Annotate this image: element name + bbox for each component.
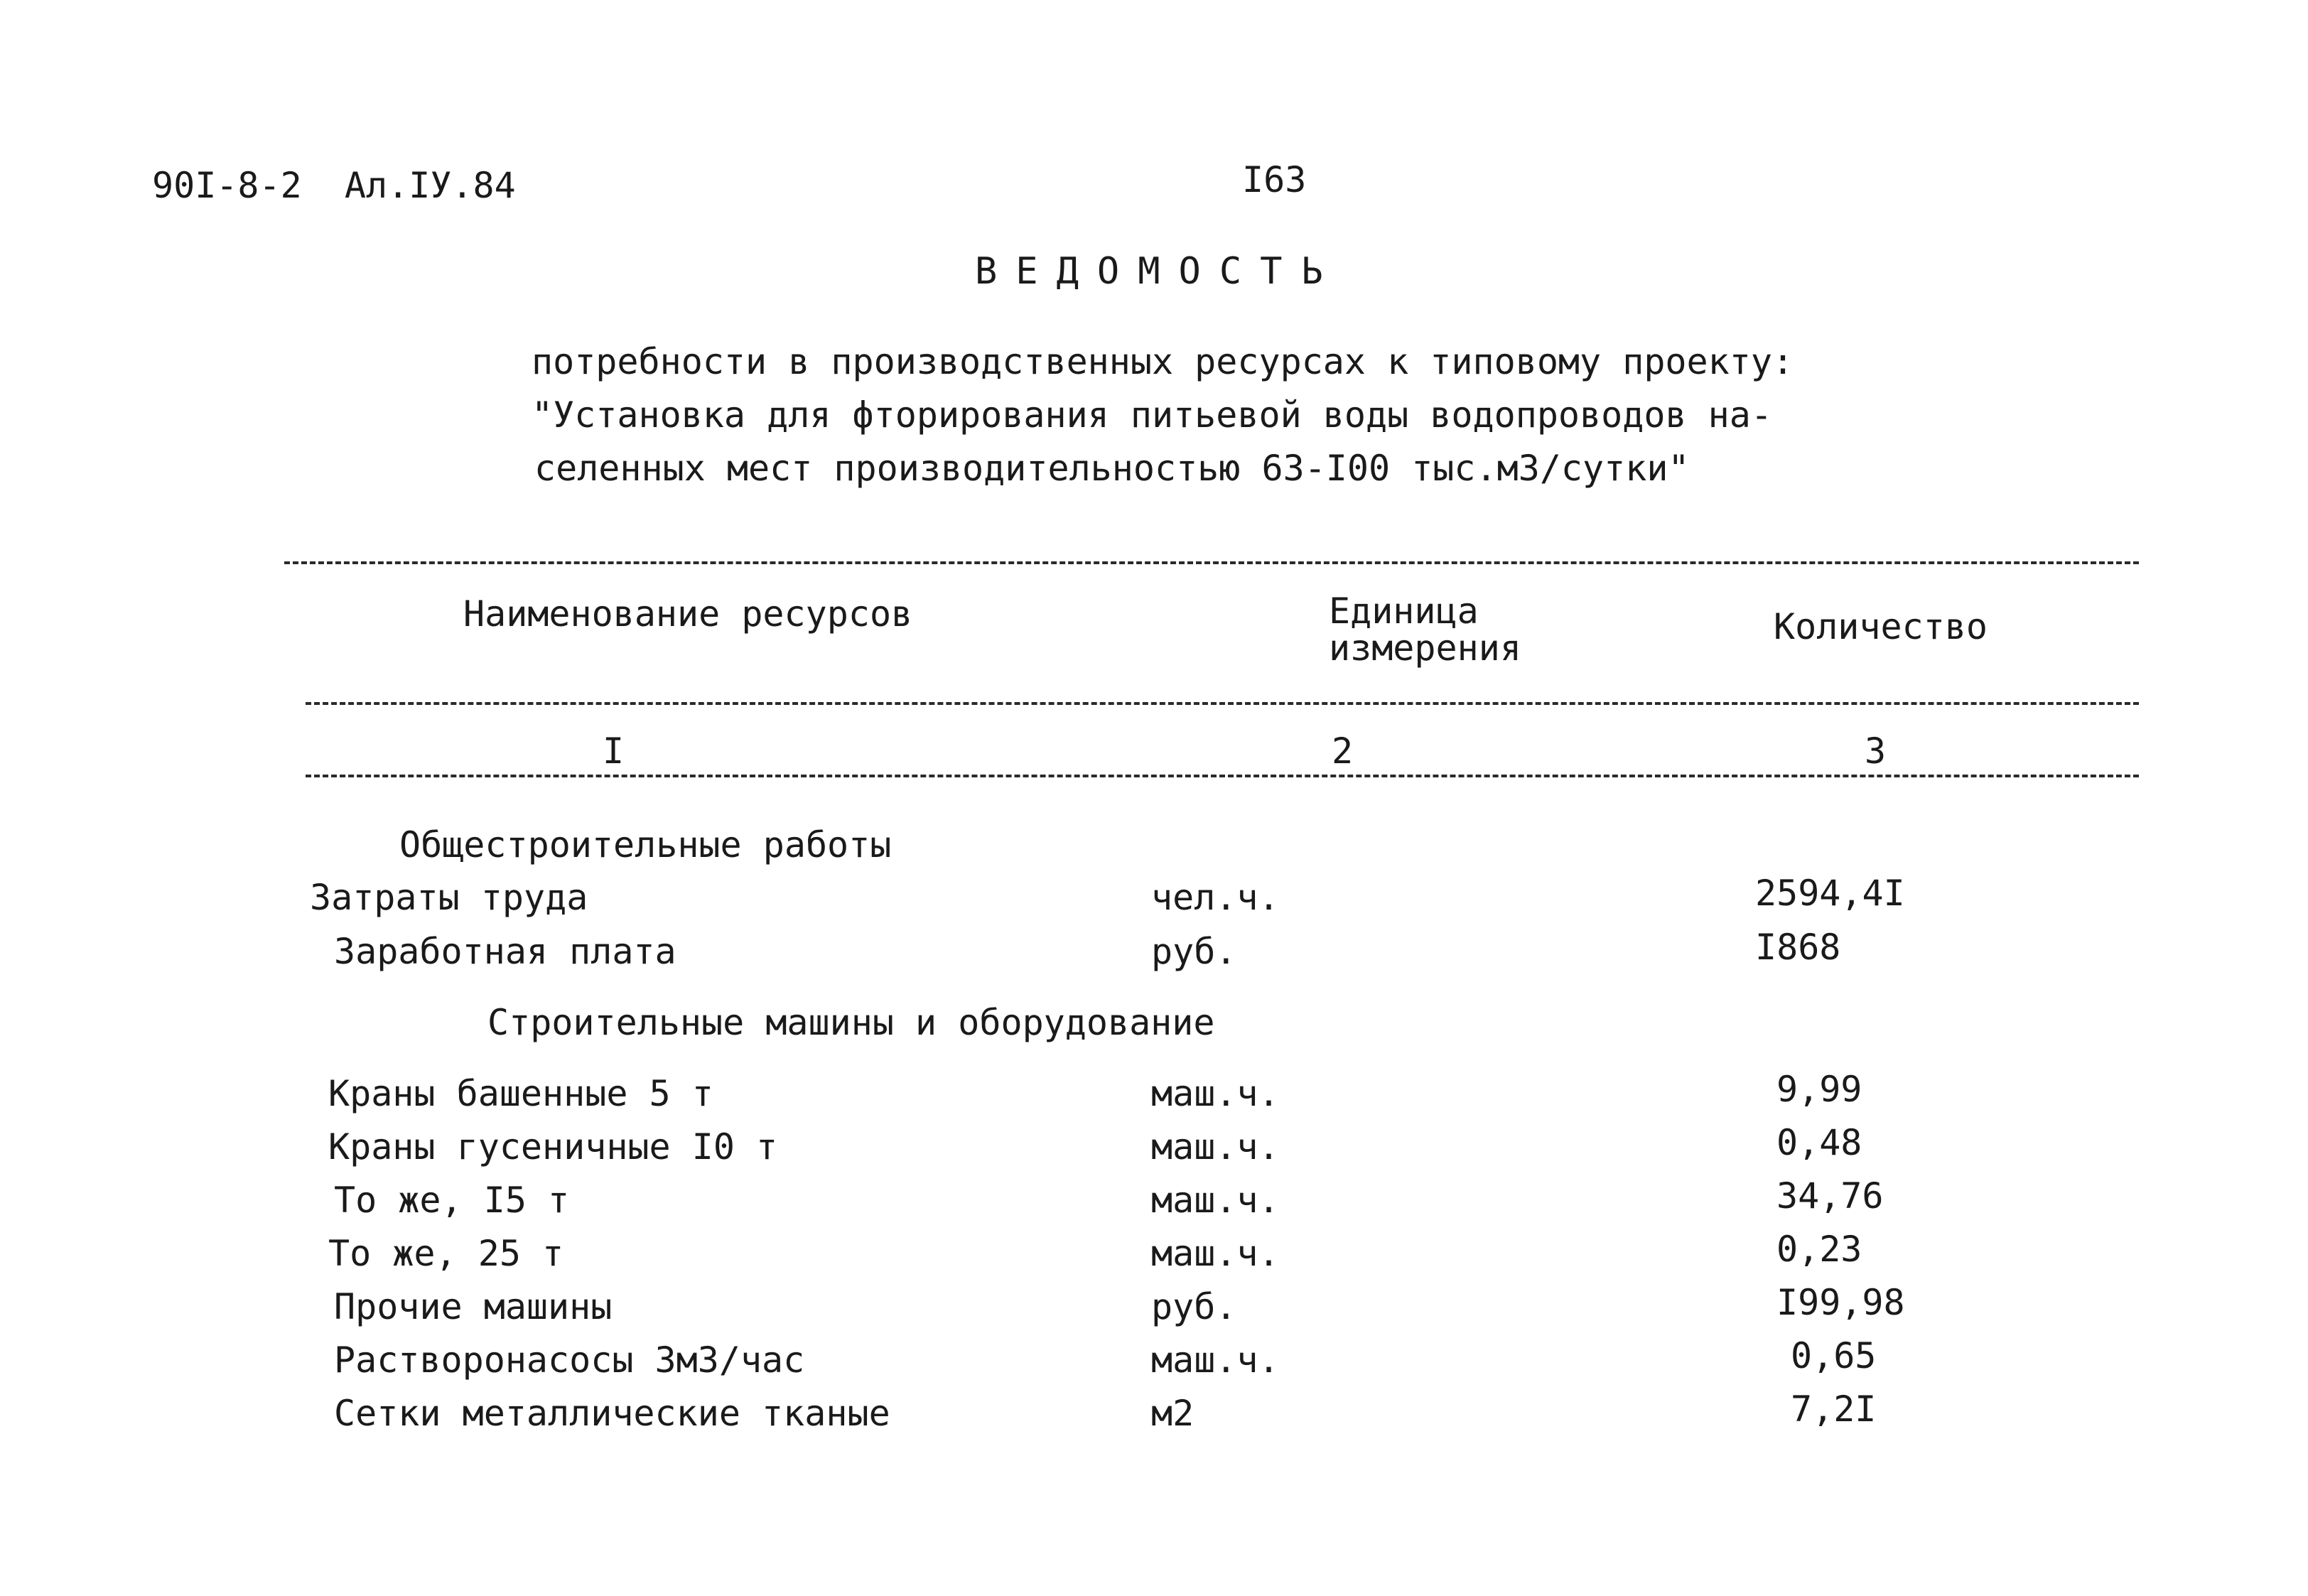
page-number: I63 <box>1242 159 1307 200</box>
row-unit: руб. <box>1151 931 1237 972</box>
row-unit: маш.ч. <box>1151 1073 1280 1114</box>
row-unit: маш.ч. <box>1151 1180 1280 1221</box>
column-number-1: I <box>603 730 625 772</box>
header-bottom-rule <box>306 702 2139 705</box>
intro-line-1: потребности в производственных ресурсах к типовому проекту: <box>532 341 1794 382</box>
row-name: То же, I5 т <box>334 1180 570 1221</box>
row-unit: маш.ч. <box>1151 1233 1280 1274</box>
row-unit: м2 <box>1151 1393 1195 1434</box>
row-qty: 9,99 <box>1776 1069 1862 1110</box>
row-name: Затраты труда <box>310 877 588 918</box>
intro-line-3: селенных мест производительностью 63-I00 тыс.м3/сутки" <box>534 448 1690 489</box>
column-number-2: 2 <box>1332 730 1354 772</box>
section-title-general-works: Общестроительные работы <box>399 824 892 866</box>
row-qty: 0,65 <box>1791 1335 1877 1376</box>
section-title-machines: Строительные машины и оборудование <box>487 1002 1215 1043</box>
row-name: То же, 25 т <box>328 1233 564 1274</box>
table-top-rule <box>284 561 2139 564</box>
row-qty: 0,23 <box>1776 1229 1862 1270</box>
row-name: Прочие машины <box>334 1286 613 1327</box>
document-title: ВЕДОМОСТЬ <box>975 250 1342 293</box>
column-numbers-rule <box>306 775 2139 777</box>
row-unit: руб. <box>1151 1286 1237 1327</box>
row-unit: маш.ч. <box>1151 1339 1280 1381</box>
row-qty: I99,98 <box>1776 1282 1905 1323</box>
row-qty: 7,2I <box>1791 1389 1877 1430</box>
row-qty: 34,76 <box>1776 1175 1884 1217</box>
doc-code: 90I-8-2 Ал.IУ.84 <box>152 165 516 206</box>
row-qty: 2594,4I <box>1755 873 1905 914</box>
row-qty: 0,48 <box>1776 1122 1862 1163</box>
header-qty: Количество <box>1774 606 1988 647</box>
column-number-3: 3 <box>1865 730 1887 772</box>
row-qty: I868 <box>1755 927 1841 968</box>
row-unit: маш.ч. <box>1151 1126 1280 1168</box>
header-name: Наименование ресурсов <box>463 593 913 635</box>
header-unit: Единица измерения <box>1329 591 1521 669</box>
row-name: Краны гусеничные I0 т <box>328 1126 778 1168</box>
row-name: Краны башенные 5 т <box>328 1073 713 1114</box>
row-name: Сетки металлические тканые <box>334 1393 890 1434</box>
intro-line-2: "Установка для фторирования питьевой воды водопроводов на- <box>532 394 1772 436</box>
row-unit: чел.ч. <box>1151 877 1280 918</box>
row-name: Растворонасосы 3м3/час <box>334 1339 805 1381</box>
row-name: Заработная плата <box>334 931 676 972</box>
